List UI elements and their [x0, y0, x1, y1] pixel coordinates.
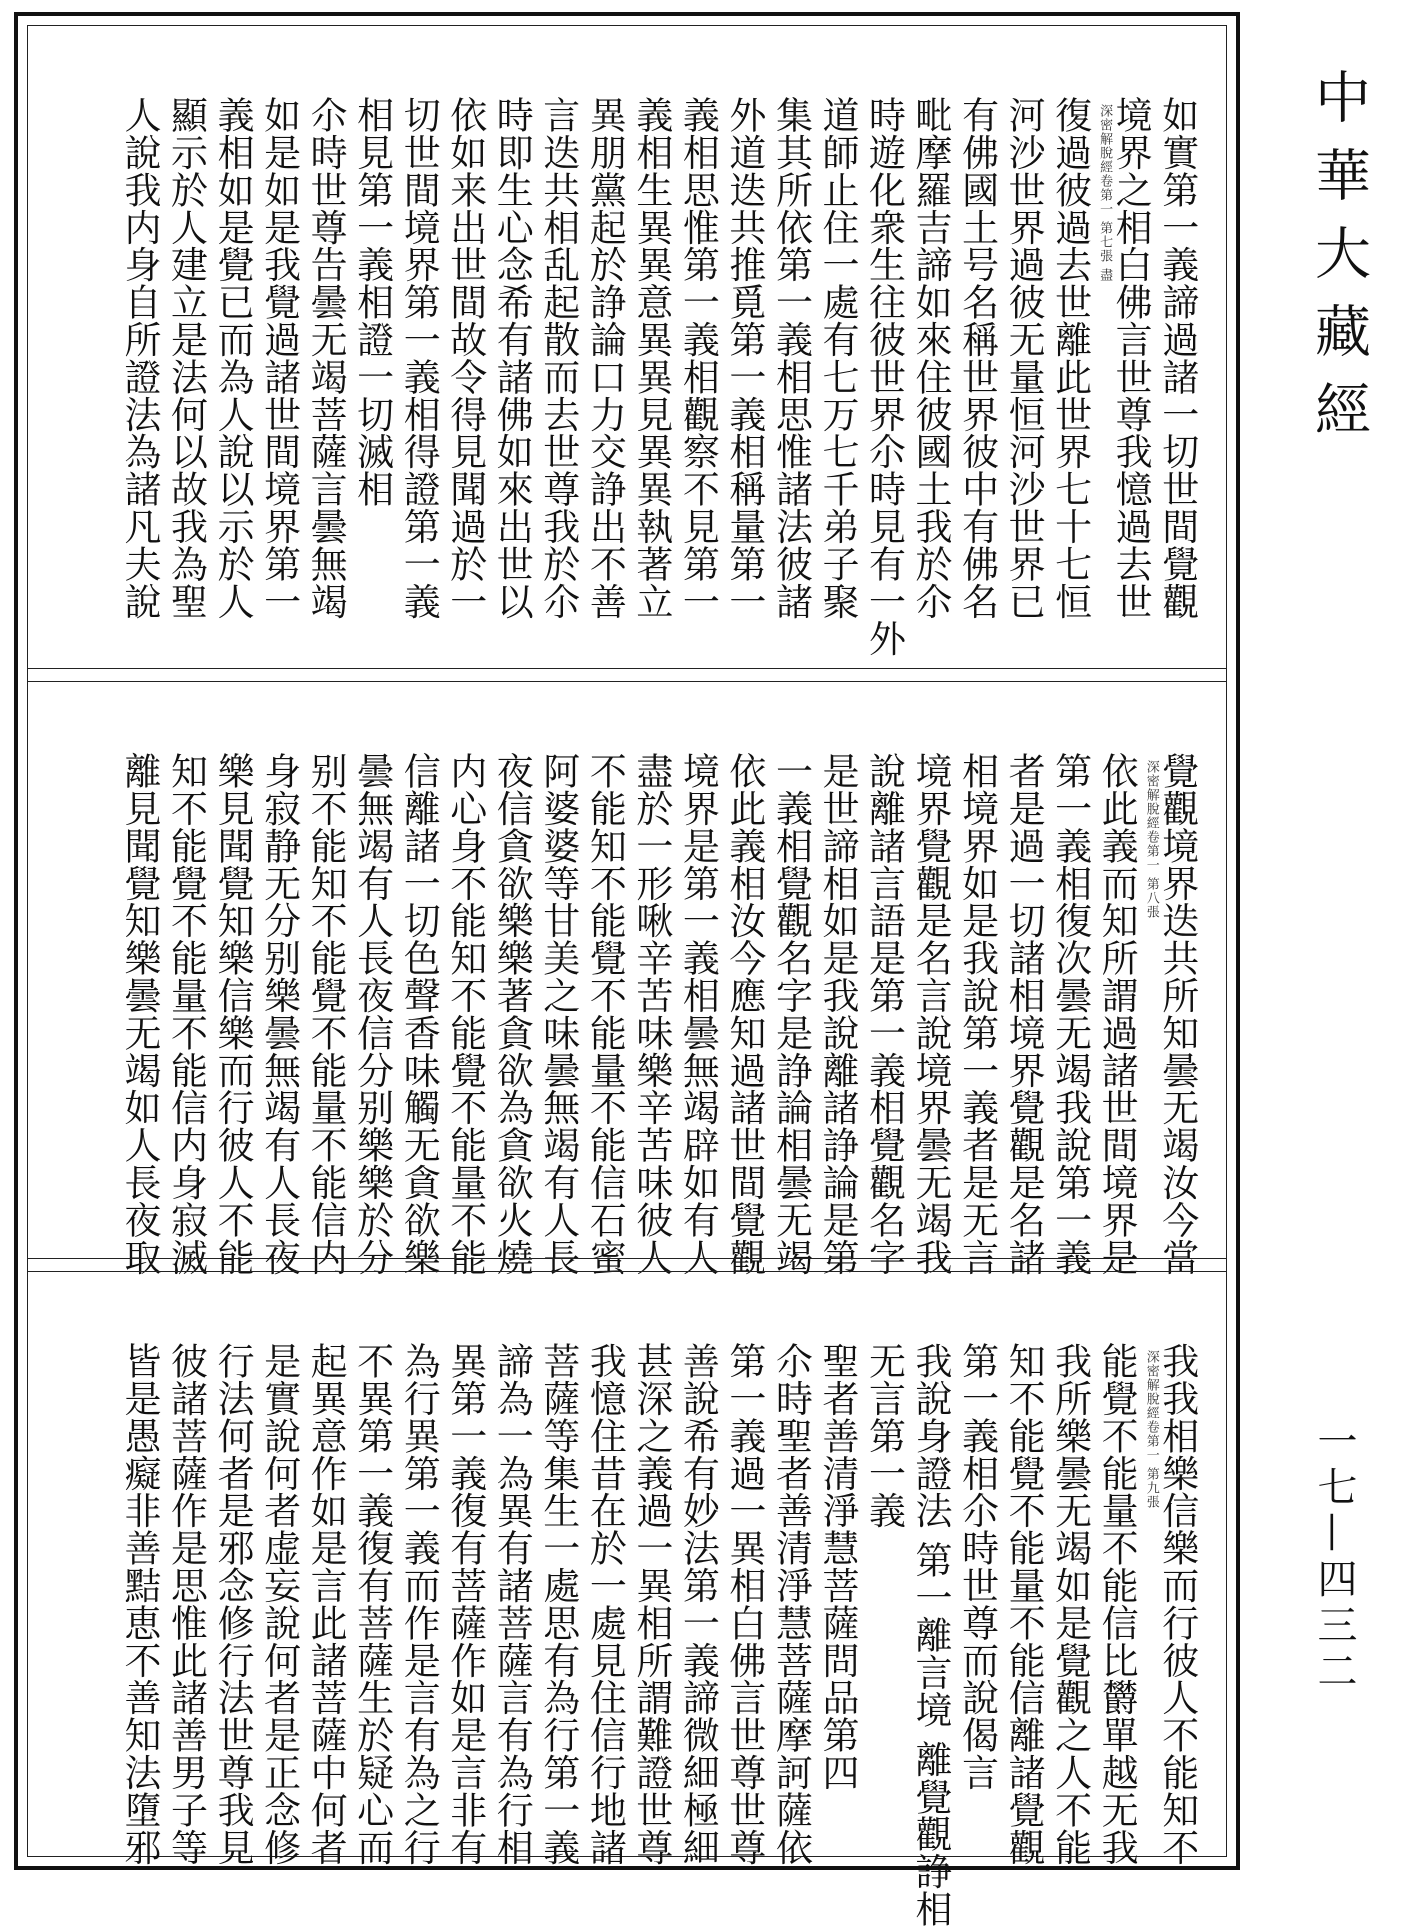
text-column: 一義相覺觀名字是諍論相曇无竭 [769, 752, 813, 1276]
text-column: 為行異第一義而作是言有為之行 [397, 1342, 441, 1866]
column-group [583, 682, 627, 1276]
page-number: 一七—四三二 [1311, 1420, 1357, 1696]
column-group [722, 26, 766, 668]
column-group [722, 1272, 766, 1866]
text-column: 知不能覺不能量不能信離諸覺觀 [1002, 1342, 1046, 1866]
text-column: 道師止住一處有七万七千弟子聚 [815, 96, 859, 620]
column-group [350, 26, 394, 668]
page-frame [14, 12, 1240, 1927]
column-group [211, 682, 255, 1276]
text-column: 行法何者是邪念修行法世尊我見 [211, 1342, 255, 1866]
column-group [443, 26, 487, 668]
text-column: 甚深之義過一異相所謂難證世尊 [629, 1342, 673, 1866]
text-column: 第一義過一異相白佛言世尊世尊 [722, 1342, 766, 1866]
column-group [536, 682, 580, 1276]
column-group [1095, 1272, 1139, 1866]
columns-panel-3 [118, 1272, 1199, 1927]
text-column: 第一義相復次曇无竭我說第一義 [1048, 752, 1092, 1276]
column-group [536, 26, 580, 668]
column-group [1048, 682, 1092, 1276]
margin-note: 深密解脫經卷第一 第八張 [1143, 760, 1159, 920]
text-column: 義相生異異意異異見異異執著立 [629, 96, 673, 620]
text-column: 覺觀境界迭共所知曇无竭汝今當 [1155, 752, 1199, 1276]
text-column: 時遊化衆生往彼世界尒時見有一外 [862, 96, 906, 657]
column-group [490, 1272, 534, 1866]
text-column: 信離諸一切色聲香味觸无貪欲樂 [397, 752, 441, 1276]
column-group [397, 682, 441, 1276]
column-group [211, 26, 255, 668]
text-column: 毗摩羅吉諦如來住彼國土我於尒 [909, 96, 953, 620]
text-column: 起異意作如是言此諸菩薩中何者 [304, 1342, 348, 1866]
column-group [304, 1272, 348, 1866]
text-column: 我所樂曇无竭如是覺觀之人不能 [1048, 1342, 1092, 1866]
column-group [909, 26, 953, 668]
text-column: 我說身證法 第一離言境 離覺觀諍相 [909, 1342, 953, 1927]
column-group [397, 26, 441, 668]
column-group [676, 1272, 720, 1866]
text-column: 盡於一形啾辛苦味樂辛苦味彼人 [629, 752, 673, 1276]
column-group [955, 682, 999, 1276]
text-column: 人說我内身自所證法為諸凡夫說 [118, 96, 161, 620]
text-column: 時即生心念希有諸佛如來出世以 [490, 96, 534, 620]
text-column: 夜信貪欲樂樂著貪欲為貪欲火燒 [490, 752, 534, 1276]
column-group [350, 1272, 394, 1866]
column-group [815, 1272, 859, 1855]
column-group [443, 682, 487, 1276]
text-column: 義相思惟第一義相觀察不見第一 [676, 96, 720, 620]
text-column: 者是過一切諸相境界覺觀是名諸 [1002, 752, 1046, 1276]
text-column: 知不能覺不能量不能信内身寂滅 [164, 752, 208, 1276]
text-column: 境界之相白佛言世尊我憶過去世 [1109, 96, 1153, 620]
text-column: 異第一義復有菩薩作如是言非有 [443, 1342, 487, 1866]
text-column: 如實第一義諦過諸一切世間覺觀 [1155, 96, 1199, 620]
text-column: 菩薩等集生一處思有為行第一義 [536, 1342, 580, 1866]
column-group [118, 682, 161, 1276]
text-column: 如是如是我覺過諸世間境界第一 [257, 96, 301, 620]
text-column: 有佛國土号名稱世界彼中有佛名 [955, 96, 999, 620]
text-column: 阿婆婆等甘美之味曇無竭有人長 [536, 752, 580, 1276]
column-group [629, 682, 673, 1276]
column-group [1095, 682, 1139, 1276]
text-column: 言迭共相乱起散而去世尊我於尒 [536, 96, 580, 620]
column-group [769, 1272, 813, 1866]
column-group [1048, 26, 1092, 668]
column-group [536, 1272, 580, 1866]
column-group [211, 1272, 255, 1866]
column-group [676, 682, 720, 1276]
panel-divider [28, 1258, 1226, 1272]
text-column: 外道迭共推覓第一義相稱量第一 [722, 96, 766, 620]
column-group [583, 26, 627, 668]
text-column: 彼諸菩薩作是思惟此諸善男子等 [164, 1342, 208, 1866]
text-column: 相見第一義相證一切滅相 [350, 96, 394, 508]
column-group [118, 26, 161, 668]
column-group [955, 1272, 999, 1855]
column-group [1097, 26, 1153, 668]
text-column: 不能知不能覺不能量不能信石蜜 [583, 752, 627, 1276]
text-column: 境界覺觀是名言說境界曇无竭我 [909, 752, 953, 1276]
text-column: 皆是愚癡非善黠恵不善知法墮邪 [118, 1342, 161, 1866]
text-column: 身寂静无分别樂曇無竭有人長夜 [257, 752, 301, 1276]
column-group [257, 1272, 301, 1866]
text-column: 依此義而知所謂過諸世間境界是 [1095, 752, 1139, 1276]
text-panel-1 [28, 26, 1226, 668]
text-column: 能覺不能量不能信比欝單越无我 [1095, 1342, 1139, 1866]
text-column: 善說希有妙法第一義諦微細極細 [676, 1342, 720, 1866]
text-column: 切世間境界第一義相得證第一義 [397, 96, 441, 620]
column-group [909, 682, 953, 1276]
column-group [1143, 1272, 1199, 1866]
column-group [490, 682, 534, 1276]
text-column: 内心身不能知不能覺不能量不能 [443, 752, 487, 1276]
text-column: 依此義相汝今應知過諸世間覺觀 [722, 752, 766, 1276]
column-group [815, 682, 859, 1276]
text-column: 諦為一為異有諸菩薩言有為行相 [490, 1342, 534, 1866]
column-group [304, 682, 348, 1276]
column-group [1002, 1272, 1046, 1866]
column-group [118, 1272, 161, 1866]
column-group [1048, 1272, 1092, 1866]
columns-panel-1 [118, 26, 1199, 668]
column-group [490, 26, 534, 668]
column-group [815, 26, 859, 668]
text-column: 河沙世界過彼无量恒河沙世界已 [1002, 96, 1046, 620]
text-column: 曇無竭有人長夜信分别樂樂於分 [350, 752, 394, 1276]
panel-divider [28, 668, 1226, 682]
page-inner-frame [27, 25, 1227, 1927]
text-column: 第一義相尒時世尊而說偈言 [955, 1342, 999, 1791]
text-column: 境界是第一義相曇無竭辟如有人 [676, 752, 720, 1276]
text-column: 别不能知不能覺不能量不能信内 [304, 752, 348, 1276]
column-group [769, 682, 813, 1276]
text-panel-2 [28, 682, 1226, 1276]
column-group [955, 26, 999, 668]
margin-note: 深密解脫經卷第一 第九張 [1143, 1350, 1159, 1510]
column-group [1002, 682, 1046, 1276]
collection-title: 中華大藏經 [1306, 68, 1371, 458]
text-column: 離見聞覺知樂曇无竭如人長夜取 [118, 752, 161, 1276]
columns-panel-2 [118, 682, 1199, 1276]
text-column: 我我相樂信樂而行彼人不能知不 [1155, 1342, 1199, 1866]
text-column: 樂見聞覺知樂信樂而行彼人不能 [211, 752, 255, 1276]
column-group [164, 26, 208, 668]
column-group [164, 682, 208, 1276]
text-column: 依如来出世間故令得見聞過於一 [443, 96, 487, 620]
column-group [1002, 26, 1046, 668]
column-group [676, 26, 720, 668]
column-group [583, 1272, 627, 1866]
text-column: 不異第一義復有菩薩生於疑心而 [350, 1342, 394, 1866]
column-group [1155, 26, 1199, 668]
column-group [257, 26, 301, 668]
column-group [304, 26, 348, 668]
text-column: 我憶住昔在於一處見住信行地諸 [583, 1342, 627, 1866]
column-group [629, 1272, 673, 1866]
column-group [769, 26, 813, 668]
text-column: 說離諸言語是第一義相覺觀名字 [862, 752, 906, 1276]
column-group [862, 26, 906, 668]
text-column: 无言第一義 [862, 1342, 906, 1529]
text-column: 尒時聖者善清淨慧菩薩摩訶薩依 [769, 1342, 813, 1866]
text-column: 復過彼過去世離此世界七十七恒 [1048, 96, 1092, 620]
column-group [1143, 682, 1199, 1276]
text-column: 是世諦相如是我說離諸諍論是第 [815, 752, 859, 1276]
column-group [862, 1272, 906, 1855]
column-group [909, 1272, 953, 1927]
column-group [350, 682, 394, 1276]
column-group [722, 682, 766, 1276]
column-group [862, 682, 906, 1276]
margin-note: 深密解脫經卷第一 第七張 盡 [1097, 104, 1113, 283]
column-group [164, 1272, 208, 1866]
text-panel-3 [28, 1272, 1226, 1927]
text-column: 顯示於人建立是法何以故我為聖 [164, 96, 208, 620]
text-column: 尒時世尊告曇无竭菩薩言曇無竭 [304, 96, 348, 620]
text-column: 集其所依第一義相思惟諸法彼諸 [769, 96, 813, 620]
column-group [443, 1272, 487, 1866]
text-column: 異朋黨起於諍論口力交諍出不善 [583, 96, 627, 620]
column-group [397, 1272, 441, 1866]
column-group [629, 26, 673, 668]
text-column: 義相如是覺已而為人說以示於人 [211, 96, 255, 620]
column-group [257, 682, 301, 1276]
text-column: 相境界如是我說第一義者是无言 [955, 752, 999, 1276]
text-column: 聖者善清淨慧菩薩問品第四 [815, 1342, 859, 1791]
text-column: 是實說何者虚妄說何者是正念修 [257, 1342, 301, 1866]
